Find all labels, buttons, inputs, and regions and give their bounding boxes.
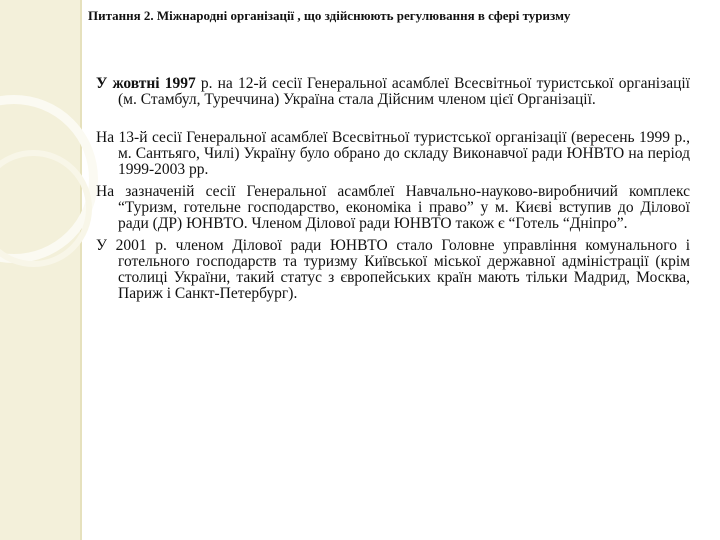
paragraph-3 xyxy=(96,184,690,232)
paragraph-3-text: На зазначеній сесії Генеральної асамблеї Навчально-науково-виробничий комплекс “Туризм, готельне господарство, економіка і право” у м. Києві вступив до Ділової ради (ДР) ЮНВТО. Членом Ділової ради ЮНВТО також є “Готель “Дніпро”. xyxy=(96,183,690,232)
paragraph-1-text: р. на 12-й сесії Генеральної асамблеї Всесвітньої туристської організації (м. Стамбул, Туреччина) Україна стала Дійсним членом цієї Організації. xyxy=(118,75,690,108)
paragraph-4-text: У 2001 р. членом Ділової ради ЮНВТО стало Головне управління комунального і готельного господарств та туризму Київської міської державної адміністрації (крім столиці України, такий статус з європейських країн мають тільки Мадрид, Москва, Париж і Санкт-Петербург). xyxy=(96,237,690,302)
paragraph-1 xyxy=(96,76,690,108)
slide-title: Питання 2. Міжнародні організації , що здійснюють регулювання в сфері туризму xyxy=(88,8,571,23)
paragraph-2 xyxy=(96,130,690,178)
left-decorative-strip xyxy=(0,0,80,540)
paragraph-2-text: На 13-й сесії Генеральної асамблеї Всесвітньої туристської організації (вересень 1999 р., м. Сантьяго, Чилі) Україну було обрано до складу Виконавчої ради ЮНВТО на період 1999-2003 рр. xyxy=(96,129,690,178)
slide-content xyxy=(96,76,690,302)
paragraph-4 xyxy=(96,238,690,302)
strip-edge-line xyxy=(80,0,82,540)
paragraph-1-lead: У жовтні 1997 xyxy=(96,75,196,92)
